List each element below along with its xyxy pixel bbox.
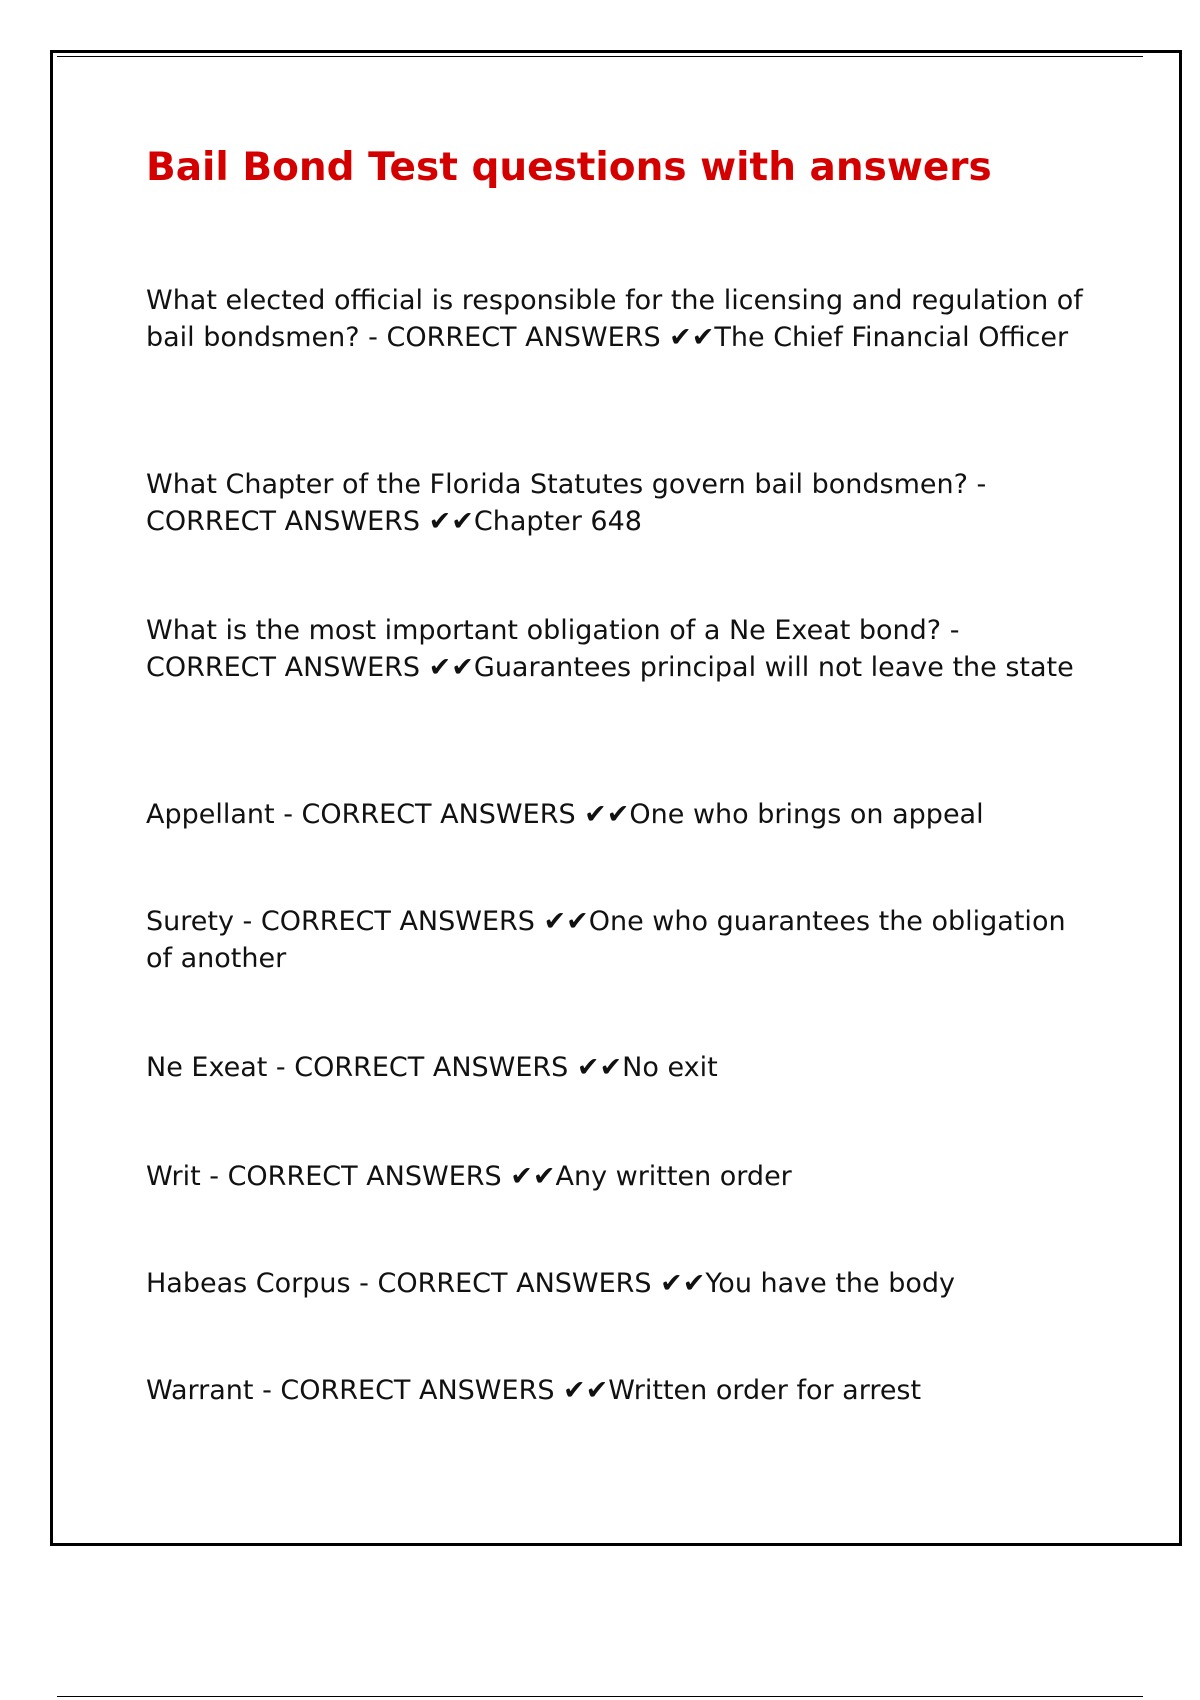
qa-item-habeas-corpus	[146, 1265, 1086, 1302]
qa-text: Warrant - CORRECT ANSWERS ✔✔Written order for arrest	[146, 1375, 922, 1406]
qa-text: Ne Exeat - CORRECT ANSWERS ✔✔No exit	[146, 1052, 718, 1083]
qa-text: Surety - CORRECT ANSWERS ✔✔One who guarantees the obligation of another	[146, 906, 1066, 974]
qa-text: What Chapter of the Florida Statutes govern bail bondsmen? - CORRECT ANSWERS ✔✔Chapter 648	[146, 469, 987, 537]
qa-text: Writ - CORRECT ANSWERS ✔✔Any written order	[146, 1161, 792, 1192]
qa-item-ne-exeat-obligation	[146, 612, 1086, 686]
qa-item-ne-exeat	[146, 1049, 1086, 1086]
bottom-rule	[57, 1696, 1143, 1697]
qa-item-writ	[146, 1158, 1086, 1195]
qa-text: What elected official is responsible for the licensing and regulation of bail bondsmen? - CORRECT ANSWERS ✔✔The Chief Financial Officer	[146, 285, 1083, 353]
qa-text: What is the most important obligation of a Ne Exeat bond? - CORRECT ANSWERS ✔✔Guarantees principal will not leave the state	[146, 615, 1074, 683]
qa-text: Appellant - CORRECT ANSWERS ✔✔One who brings on appeal	[146, 799, 984, 830]
qa-text: Habeas Corpus - CORRECT ANSWERS ✔✔You have the body	[146, 1268, 956, 1299]
qa-item-warrant	[146, 1372, 1086, 1409]
qa-item-appellant	[146, 796, 1086, 833]
qa-item-florida-chapter	[146, 466, 1086, 540]
qa-item-surety	[146, 903, 1086, 977]
document-title: Bail Bond Test questions with answers	[146, 145, 992, 190]
top-rule	[57, 56, 1143, 57]
qa-item-licensing-official	[146, 282, 1086, 356]
